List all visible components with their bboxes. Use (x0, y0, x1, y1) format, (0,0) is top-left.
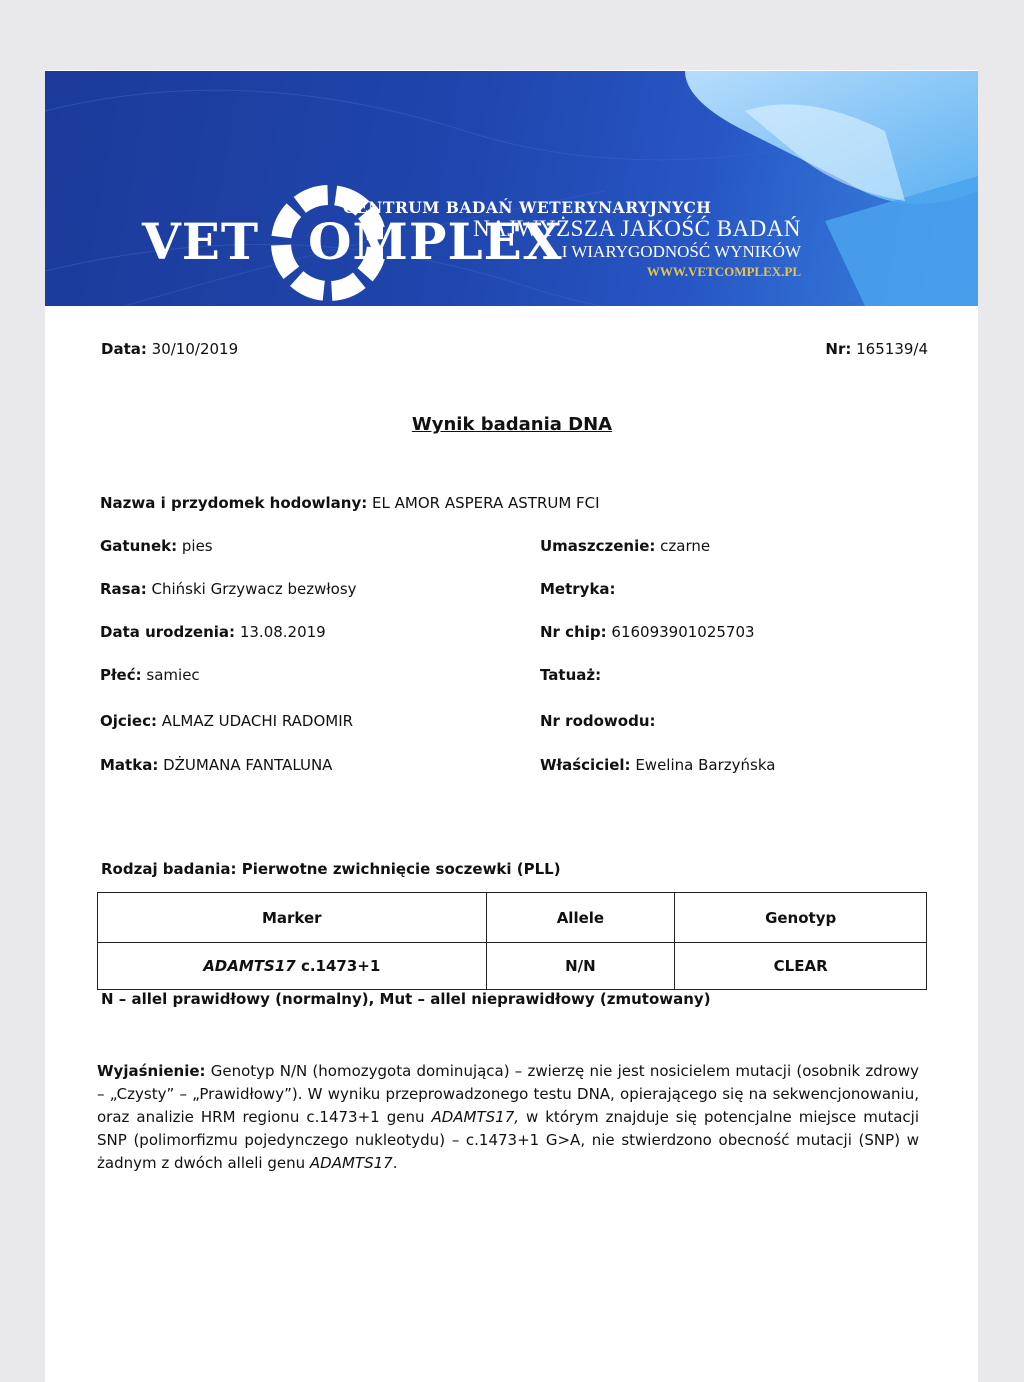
date-label: Data: (101, 340, 147, 358)
table-header-row (98, 893, 927, 943)
field-sex: Płeć: samiec (100, 666, 200, 684)
cell-genotype: CLEAR (675, 943, 927, 990)
allele-legend: N – allel prawidłowy (normalny), Mut – allel nieprawidłowy (zmutowany) (101, 990, 711, 1008)
column-header-marker: Marker (98, 893, 487, 943)
field-mother: Matka: DŻUMANA FANTALUNA (100, 756, 333, 774)
banner-website: WWW.VETCOMPLEX.PL (646, 264, 801, 279)
date-value: 30/10/2019 (151, 340, 239, 358)
test-type: Rodzaj badania: Pierwotne zwichnięcie soczewki (PLL) (101, 860, 561, 878)
field-father: Ojciec: ALMAZ UDACHI RADOMIR (100, 712, 354, 730)
report-number (825, 340, 928, 358)
document-title: Wynik badania DNA (411, 414, 613, 435)
field-tattoo: Tatuaż: (540, 666, 602, 684)
banner-tagline-reliability: I WIARYGODNOŚĆ WYNIKÓW (561, 242, 801, 261)
table-row (98, 943, 927, 990)
nr-label: Nr: (825, 340, 852, 358)
field-chip: Nr chip: 616093901025703 (540, 623, 755, 641)
explanation-paragraph: Wyjaśnienie: Genotyp N/N (homozygota dominująca) – zwierzę nie jest nosicielem mutacji (osobnik zdrowy – „Czysty” – „Prawidłowy”). W wyniku przeprowadzonego testu DNA, opierającego się na sekwencjonowaniu, oraz analizie HRM regionu c.1473+1 genu ADAMTS17, w którym znajduje się potencjalne miejsce mutacji SNP (polimorfizmu pojedynczego nukleotydu) – c.1473+1 G>A, nie stwierdzono obecność mutacji (SNP) w żadnym z dwóch alleli genu ADAMTS17. (97, 1062, 919, 1172)
field-species: Gatunek: pies (100, 537, 213, 555)
field-name: Nazwa i przydomek hodowlany: EL AMOR ASPERA ASTRUM FCI (100, 494, 600, 512)
field-breed: Rasa: Chiński Grzywacz bezwłosy (100, 580, 357, 598)
field-pedigree: Nr rodowodu: (540, 712, 656, 730)
header-banner (45, 71, 978, 306)
nr-value: 165139/4 (856, 340, 928, 358)
banner-tagline-quality: NAJWYŻSZA JAKOŚĆ BADAŃ (473, 216, 801, 241)
results-table (97, 892, 927, 990)
report-date (101, 340, 238, 358)
cell-allele: N/N (486, 943, 675, 990)
cell-marker: ADAMTS17 c.1473+1 (98, 943, 487, 990)
column-header-genotype: Genotyp (675, 893, 927, 943)
banner-tagline-center: CENTRUM BADAŃ WETERYNARYJNYCH (343, 198, 712, 217)
logo-text-vet: VET (142, 212, 260, 271)
field-owner: Właściciel: Ewelina Barzyńska (540, 756, 776, 774)
column-header-allele: Allele (486, 893, 675, 943)
field-metryka: Metryka: (540, 580, 616, 598)
logo-text-omplex: OMPLEX (308, 212, 563, 271)
field-coat: Umaszczenie: czarne (540, 537, 711, 555)
field-birth-date: Data urodzenia: 13.08.2019 (100, 623, 326, 641)
explanation-label: Wyjaśnienie: (97, 1062, 206, 1080)
